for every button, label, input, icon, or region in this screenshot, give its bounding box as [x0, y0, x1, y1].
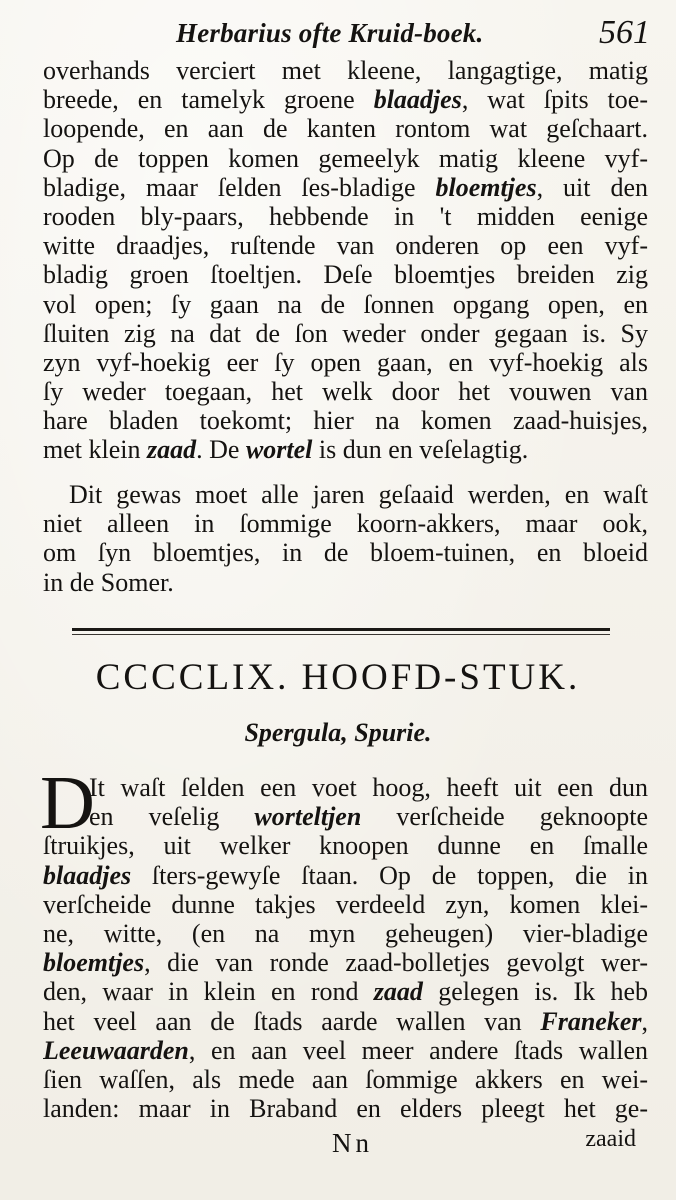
text-run: is dun en veſelagtig. [312, 435, 529, 465]
text-run: ſy weder toegaan, het welk door het vouwen van [43, 377, 648, 407]
italic-term: Franeker [540, 1006, 642, 1036]
paragraph-continued [43, 56, 648, 465]
drop-cap: D [40, 761, 95, 845]
text-run: met klein [43, 435, 147, 465]
text-line [43, 948, 648, 977]
text-line [43, 1036, 648, 1065]
text-run: verſcheide dunne takjes verdeeld zyn, komen klei- [43, 889, 648, 919]
text-line [43, 773, 648, 802]
text-run: om ſyn bloemtjes, in de bloem-tuinen, en bloeid [43, 538, 648, 568]
text-line [43, 435, 648, 464]
text-line [43, 290, 648, 319]
text-run: niet alleen in ſommige koorn-akkers, maar ook, [43, 509, 648, 539]
text-run: ſters-gewyſe ſtaan. Op de toppen, die in [131, 860, 648, 890]
text-run: in de Somer. [43, 567, 174, 597]
paragraph-spergula [43, 773, 648, 1123]
text-run: landen: maar in Braband en elders pleegt het ge- [43, 1094, 648, 1124]
italic-term: blaadjes [43, 860, 132, 890]
text-line [43, 861, 648, 890]
signature-mark: Nn [332, 1128, 373, 1158]
italic-term: bloemtjes [43, 948, 145, 978]
italic-term: worteltjen [254, 802, 362, 832]
text-run: , wat ſpits toe- [461, 85, 648, 115]
text-run: It waſt ſelden een voet hoog, heeft uit een dun [89, 773, 648, 802]
text-run: . De [196, 435, 246, 465]
text-line [43, 1007, 648, 1036]
text-line [43, 319, 648, 348]
catchword: zaaid [585, 1126, 636, 1152]
text-line [43, 406, 648, 435]
text-line [43, 173, 648, 202]
text-line [43, 538, 648, 567]
text-run: zyn vyf-hoekig eer ſy open gaan, en vyf-hoekig als [43, 347, 648, 377]
italic-term: zaad [373, 977, 423, 1007]
text-line [43, 260, 648, 289]
text-run: loopende, en aan de kanten rontom wat geſchaart. [43, 114, 648, 144]
text-run: en veſelig [89, 802, 255, 832]
text-line [43, 144, 648, 173]
page-number: 561 [599, 14, 650, 51]
text-run: Dit gewas moet alle jaren geſaaid werden, en waſt [69, 480, 648, 509]
text-line [43, 1065, 648, 1094]
text-line [43, 377, 648, 406]
section-divider-rule [72, 628, 610, 631]
text-run: witte draadjes, ruſtende van onderen op een vyf- [43, 231, 648, 261]
text-line [43, 202, 648, 231]
chapter-subtitle: Spergula, Spurie. [244, 718, 432, 747]
running-head-title: Herbarius ofte Kruid-boek. [176, 18, 484, 48]
text-run: gelegen is. Ik heb [422, 977, 648, 1007]
running-head [0, 14, 676, 54]
text-run: ſtruikjes, uit welker knoopen dunne en ſmalle [43, 831, 648, 861]
text-line [43, 890, 648, 919]
text-run: het veel aan de ſtads aarde wallen van [43, 1006, 541, 1036]
italic-term: blaadjes [373, 85, 462, 115]
italic-term: bloemtjes [435, 172, 537, 202]
text-line [43, 85, 648, 114]
text-run: bladige, maar ſelden ſes-bladige [43, 172, 436, 202]
text-run: bladig groen ſtoeltjen. Deſe bloemtjes breiden zig [43, 260, 648, 290]
text-line [43, 114, 648, 143]
text-line [43, 480, 648, 509]
text-line [43, 831, 648, 860]
text-line [43, 348, 648, 377]
text-line [43, 509, 648, 538]
text-line [43, 977, 648, 1006]
text-run: rooden bly-paars, hebbende in 't midden eenige [43, 201, 648, 231]
text-line [43, 1094, 648, 1123]
text-run: , en aan veel meer andere ſtads wallen [188, 1035, 648, 1065]
text-run: ſluiten zig na dat de ſon weder onder gegaan is. Sy [43, 318, 648, 348]
text-run: ſien waſſen, als mede aan ſommige akkers en wei- [43, 1064, 648, 1094]
text-line [43, 802, 648, 831]
text-run: ne, witte, (en na myn geheugen) vier-bladige [43, 918, 648, 948]
text-run: breede, en tamelyk groene [43, 85, 374, 115]
italic-term: zaad [146, 435, 197, 465]
text-line [43, 56, 648, 85]
text-run: , [641, 1006, 648, 1036]
italic-term: wortel [245, 435, 313, 465]
text-run: overhands verciert met kleene, langagtige, matig [43, 56, 648, 85]
text-run: Op de toppen komen gemeelyk matig kleene vyf- [43, 143, 648, 173]
text-run: , uit den [536, 172, 648, 202]
text-run: den, waar in klein en rond [43, 977, 374, 1007]
text-run: hare bladen toekomt; hier na komen zaad-huisjes, [43, 406, 648, 436]
section-divider-thin-rule [72, 634, 610, 635]
text-line [43, 919, 648, 948]
paragraph-dit-gewas [43, 480, 648, 597]
text-line [43, 231, 648, 260]
chapter-heading: CCCCLIX. HOOFD-STUK. [95, 657, 581, 698]
text-run: verſcheide geknoopte [361, 802, 648, 832]
text-run: , die van ronde zaad-bolletjes gevolgt wer- [144, 948, 648, 978]
text-line [43, 568, 648, 597]
text-run: vol open; ſy gaan na de ſonnen opgang open, en [43, 289, 648, 319]
italic-term: Leeuwaarden [43, 1035, 189, 1065]
